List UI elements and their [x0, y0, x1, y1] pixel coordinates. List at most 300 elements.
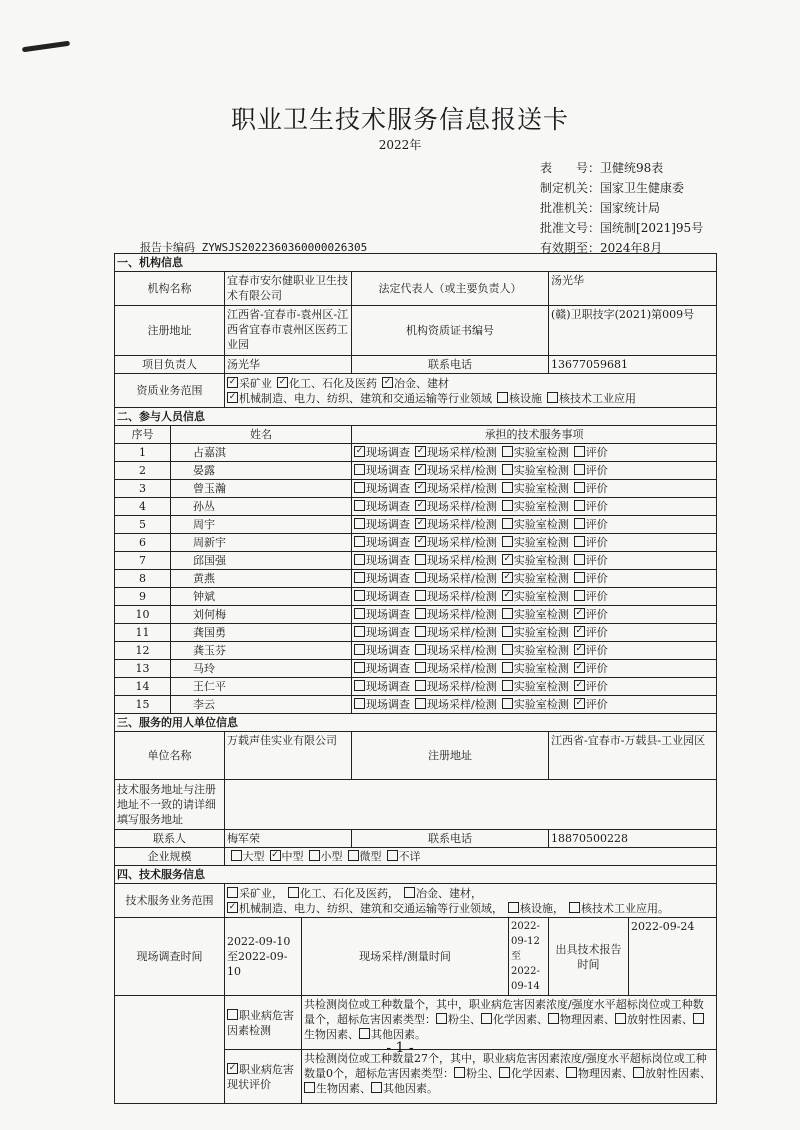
- task-option-label: 评价: [585, 446, 608, 459]
- contact-label: 联系人: [115, 830, 225, 848]
- personnel-name: 曾玉瀚: [171, 480, 352, 498]
- checkbox-unchecked[interactable]: [354, 626, 365, 637]
- personnel-row: [115, 660, 717, 678]
- task-option[interactable]: [502, 464, 569, 477]
- personnel-row: [115, 570, 717, 588]
- checkbox-unchecked[interactable]: [415, 608, 426, 619]
- task-option-label: 现场采样/检测: [427, 446, 497, 459]
- task-option[interactable]: [502, 482, 569, 495]
- checkbox-unchecked[interactable]: [548, 1013, 559, 1024]
- task-option[interactable]: [574, 500, 608, 513]
- hazard-factor-label: 放射性因素、: [645, 1067, 711, 1080]
- checkbox-unchecked[interactable]: [415, 644, 426, 655]
- checkbox-unchecked[interactable]: [502, 482, 513, 493]
- checkbox-unchecked[interactable]: [574, 590, 585, 601]
- task-option[interactable]: [502, 626, 569, 639]
- task-option[interactable]: [415, 626, 497, 639]
- checkbox-unchecked[interactable]: [574, 554, 585, 565]
- task-option[interactable]: [354, 446, 410, 459]
- task-option-label: 现场调查: [366, 680, 410, 693]
- unit-reg-address-label: 注册地址: [352, 732, 549, 780]
- task-option[interactable]: [415, 536, 497, 549]
- checkbox-unchecked[interactable]: [304, 1082, 315, 1093]
- section-org-title: 一、机构信息: [115, 254, 717, 272]
- report-card-table: [114, 253, 717, 1104]
- checkbox-unchecked[interactable]: [615, 1013, 626, 1024]
- task-option-label: 评价: [585, 572, 608, 585]
- task-option[interactable]: [354, 536, 410, 549]
- checkbox-unchecked[interactable]: [569, 902, 580, 913]
- enterprise-size-option[interactable]: [309, 850, 343, 863]
- checkbox-unchecked[interactable]: [499, 1067, 510, 1078]
- task-option-label: 现场采样/检测: [427, 698, 497, 711]
- service-scope: [225, 884, 717, 918]
- checkbox-unchecked[interactable]: [502, 644, 513, 655]
- qualification-scope-option[interactable]: [382, 377, 449, 390]
- task-option[interactable]: [354, 608, 410, 621]
- checkbox-unchecked[interactable]: [415, 662, 426, 673]
- checkbox-unchecked[interactable]: [574, 518, 585, 529]
- checkbox-unchecked[interactable]: [415, 626, 426, 637]
- personnel-row: [115, 516, 717, 534]
- task-option[interactable]: [574, 572, 608, 585]
- personnel-name: 邱国强: [171, 552, 352, 570]
- hazard-factor-label: 粉尘、: [448, 1013, 481, 1026]
- sampling-time: 2022-09-12至2022-09-14: [509, 918, 549, 996]
- personnel-tasks: [352, 444, 717, 462]
- qualification-scope-option[interactable]: [497, 392, 542, 405]
- task-option[interactable]: [574, 626, 608, 639]
- checkbox-unchecked[interactable]: [354, 518, 365, 529]
- personnel-no: 3: [115, 480, 171, 498]
- checkbox-checked[interactable]: [227, 392, 238, 403]
- task-option-label: 评价: [585, 464, 608, 477]
- hazard-factor-label: 其他因素。: [383, 1082, 438, 1095]
- task-option-label: 实验室检测: [513, 680, 569, 693]
- task-option[interactable]: [354, 554, 410, 567]
- task-option[interactable]: [574, 536, 608, 549]
- checkbox-unchecked[interactable]: [502, 680, 513, 691]
- checkbox-unchecked[interactable]: [227, 1009, 238, 1020]
- checkbox-unchecked[interactable]: [231, 850, 242, 861]
- task-option[interactable]: [415, 500, 497, 513]
- meta-value: 卫健统98表: [600, 161, 664, 175]
- task-option-label: 现场调查: [366, 464, 410, 477]
- task-option[interactable]: [354, 464, 410, 477]
- task-option[interactable]: [415, 464, 497, 477]
- service-scope-option[interactable]: [569, 902, 669, 915]
- task-option[interactable]: [502, 662, 569, 675]
- task-option[interactable]: [415, 608, 497, 621]
- personnel-tasks: [352, 660, 717, 678]
- personnel-no: 15: [115, 696, 171, 714]
- evaluation-option: [225, 1050, 302, 1104]
- task-option-label: 实验室检测: [513, 464, 569, 477]
- checkbox-unchecked[interactable]: [566, 1067, 577, 1078]
- service-scope-option-label: 化工、石化及医药，: [300, 886, 399, 900]
- task-option[interactable]: [354, 500, 410, 513]
- task-option-label: 实验室检测: [513, 446, 569, 459]
- task-option[interactable]: [415, 572, 497, 585]
- personnel-tasks: [352, 498, 717, 516]
- checkbox-checked[interactable]: [574, 626, 585, 637]
- personnel-name: 占嘉淇: [171, 444, 352, 462]
- task-option[interactable]: [574, 608, 608, 621]
- checkbox-checked[interactable]: [415, 446, 426, 457]
- personnel-row: [115, 534, 717, 552]
- task-option-label: 评价: [585, 698, 608, 711]
- task-option-label: 现场采样/检测: [427, 626, 497, 639]
- detection-label: 职业病危害因素检测: [227, 1008, 294, 1037]
- checkbox-unchecked[interactable]: [497, 392, 508, 403]
- checkbox-unchecked[interactable]: [415, 680, 426, 691]
- org-name-label: 机构名称: [115, 272, 225, 306]
- personnel-tasks: [352, 534, 717, 552]
- service-scope-option-label: 冶金、建材，: [416, 886, 482, 900]
- checkbox-checked[interactable]: [574, 644, 585, 655]
- task-option[interactable]: [415, 518, 497, 531]
- task-option[interactable]: [354, 662, 410, 675]
- checkbox-unchecked[interactable]: [354, 464, 365, 475]
- checkbox-unchecked[interactable]: [348, 850, 359, 861]
- checkbox-unchecked[interactable]: [502, 626, 513, 637]
- hazard-factor-label: 化学因素、: [511, 1067, 566, 1080]
- service-scope-option[interactable]: [404, 887, 482, 900]
- service-scope-option-label: 机械制造、电力、纺织、建筑和交通运输等行业领域，: [239, 901, 503, 915]
- task-option[interactable]: [354, 626, 410, 639]
- col-tasks-header: 承担的技术服务事项: [352, 426, 717, 444]
- qualification-scope-option-label: 采矿业: [239, 376, 272, 390]
- task-option-label: 现场调查: [366, 482, 410, 495]
- checkbox-unchecked[interactable]: [354, 662, 365, 673]
- checkbox-checked[interactable]: [574, 680, 585, 691]
- checkbox-unchecked[interactable]: [574, 536, 585, 547]
- task-option[interactable]: [415, 662, 497, 675]
- task-option[interactable]: [574, 554, 608, 567]
- task-option[interactable]: [502, 680, 569, 693]
- task-option[interactable]: [354, 572, 410, 585]
- task-option[interactable]: [502, 536, 569, 549]
- task-option[interactable]: [574, 482, 608, 495]
- personnel-row: [115, 678, 717, 696]
- checkbox-unchecked[interactable]: [633, 1067, 644, 1078]
- checkbox-unchecked[interactable]: [354, 482, 365, 493]
- task-option-label: 现场采样/检测: [427, 590, 497, 603]
- checkbox-unchecked[interactable]: [387, 850, 398, 861]
- enterprise-size-label: 企业规模: [115, 848, 225, 866]
- org-phone-label: 联系电话: [352, 356, 549, 374]
- checkbox-unchecked[interactable]: [354, 536, 365, 547]
- form-meta: [540, 158, 703, 258]
- task-option-label: 实验室检测: [513, 518, 569, 531]
- task-option-label: 评价: [585, 680, 608, 693]
- evaluation-label: 职业病危害现状评价: [227, 1062, 294, 1091]
- evaluation-text: [302, 1050, 717, 1104]
- task-option-label: 实验室检测: [513, 626, 569, 639]
- section-personnel-title: 二、参与人员信息: [115, 408, 717, 426]
- enterprise-size-option[interactable]: [231, 850, 265, 863]
- hazard-factor-option[interactable]: [499, 1067, 566, 1080]
- checkbox-unchecked[interactable]: [415, 698, 426, 709]
- personnel-no: 12: [115, 642, 171, 660]
- hazard-factor-option[interactable]: [566, 1067, 633, 1080]
- checkbox-unchecked[interactable]: [415, 590, 426, 601]
- meta-value: 2024年8月: [600, 241, 663, 255]
- checkbox-unchecked[interactable]: [227, 887, 238, 898]
- personnel-no: 11: [115, 624, 171, 642]
- task-option-label: 评价: [585, 536, 608, 549]
- personnel-tasks: [352, 552, 717, 570]
- qualification-scope-option[interactable]: [547, 392, 636, 405]
- section-employer-title: 三、服务的用人单位信息: [115, 714, 717, 732]
- checkbox-checked[interactable]: [277, 377, 288, 388]
- enterprise-size-option[interactable]: [270, 850, 304, 863]
- task-option[interactable]: [354, 644, 410, 657]
- task-option-label: 实验室检测: [513, 608, 569, 621]
- personnel-tasks: [352, 624, 717, 642]
- task-option-label: 实验室检测: [513, 536, 569, 549]
- service-scope-option-label: 核设施，: [520, 901, 564, 915]
- task-option-label: 现场采样/检测: [427, 644, 497, 657]
- task-option[interactable]: [354, 482, 410, 495]
- task-option-label: 现场调查: [366, 446, 410, 459]
- unit-reg-address: 江西省-宜春市-万载县-工业园区: [549, 732, 717, 780]
- checkbox-checked[interactable]: [415, 500, 426, 511]
- task-option-label: 实验室检测: [513, 500, 569, 513]
- hazard-factor-option[interactable]: [615, 1013, 693, 1026]
- meta-label: 表 号：: [540, 161, 601, 175]
- cert-no: (赣)卫职技字(2021)第009号: [549, 306, 717, 356]
- qualification-scope-option-label: 化工、石化及医药: [289, 376, 377, 390]
- task-option-label: 现场采样/检测: [427, 482, 497, 495]
- checkbox-checked[interactable]: [415, 482, 426, 493]
- personnel-no: 6: [115, 534, 171, 552]
- qualification-scope-option[interactable]: [277, 377, 377, 390]
- checkbox-unchecked[interactable]: [502, 536, 513, 547]
- task-option[interactable]: [502, 608, 569, 621]
- personnel-tasks: [352, 678, 717, 696]
- checkbox-unchecked[interactable]: [415, 572, 426, 583]
- task-option[interactable]: [574, 590, 608, 603]
- task-option[interactable]: [574, 446, 608, 459]
- personnel-row: [115, 624, 717, 642]
- report-time-label: 出具技术报告时间: [549, 918, 629, 996]
- task-option-label: 现场调查: [366, 698, 410, 711]
- checkbox-checked[interactable]: [227, 902, 238, 913]
- checkbox-unchecked[interactable]: [502, 698, 513, 709]
- checkbox-unchecked[interactable]: [436, 1013, 447, 1024]
- task-option-label: 实验室检测: [513, 554, 569, 567]
- hazard-factor-option[interactable]: [481, 1013, 548, 1026]
- checkbox-unchecked[interactable]: [547, 392, 558, 403]
- checkbox-unchecked[interactable]: [354, 590, 365, 601]
- task-option[interactable]: [574, 698, 608, 711]
- task-option[interactable]: [502, 554, 569, 567]
- hazard-factor-option[interactable]: [436, 1013, 481, 1026]
- personnel-tasks: [352, 606, 717, 624]
- survey-time: 2022-09-10至2022-09-10: [225, 918, 302, 996]
- task-option[interactable]: [415, 680, 497, 693]
- hazard-factor-option[interactable]: [371, 1082, 438, 1095]
- checkbox-unchecked[interactable]: [502, 464, 513, 475]
- task-option[interactable]: [574, 464, 608, 477]
- enterprise-size-option[interactable]: [387, 850, 421, 863]
- hazard-factor-option[interactable]: [304, 1082, 371, 1095]
- checkbox-unchecked[interactable]: [481, 1013, 492, 1024]
- task-option-label: 现场采样/检测: [427, 680, 497, 693]
- checkbox-checked[interactable]: [270, 850, 281, 861]
- hazard-factor-option[interactable]: [454, 1067, 499, 1080]
- checkbox-unchecked[interactable]: [502, 446, 513, 457]
- checkbox-checked[interactable]: [227, 1063, 238, 1074]
- task-option[interactable]: [574, 644, 608, 657]
- checkbox-checked[interactable]: [415, 464, 426, 475]
- service-scope-option[interactable]: [288, 887, 399, 900]
- checkbox-unchecked[interactable]: [354, 500, 365, 511]
- personnel-name: 周新宇: [171, 534, 352, 552]
- checkbox-checked[interactable]: [415, 536, 426, 547]
- qualification-scope-option[interactable]: [227, 392, 492, 405]
- checkbox-unchecked[interactable]: [502, 662, 513, 673]
- checkbox-unchecked[interactable]: [502, 518, 513, 529]
- task-option[interactable]: [415, 698, 497, 711]
- personnel-name: 王仁平: [171, 678, 352, 696]
- checkbox-checked[interactable]: [574, 698, 585, 709]
- task-option[interactable]: [574, 518, 608, 531]
- checkbox-unchecked[interactable]: [354, 698, 365, 709]
- checkbox-unchecked[interactable]: [574, 572, 585, 583]
- checkbox-checked[interactable]: [502, 590, 513, 601]
- service-scope-option[interactable]: [508, 902, 564, 915]
- checkbox-unchecked[interactable]: [502, 608, 513, 619]
- personnel-no: 10: [115, 606, 171, 624]
- col-name-header: 姓名: [171, 426, 352, 444]
- task-option[interactable]: [574, 662, 608, 675]
- checkbox-unchecked[interactable]: [574, 500, 585, 511]
- personnel-row: [115, 606, 717, 624]
- personnel-no: 4: [115, 498, 171, 516]
- checkbox-checked[interactable]: [574, 608, 585, 619]
- legal-rep-label: 法定代表人（或主要负责人）: [352, 272, 549, 306]
- checkbox-unchecked[interactable]: [354, 554, 365, 565]
- task-option[interactable]: [415, 554, 497, 567]
- task-option[interactable]: [354, 518, 410, 531]
- checkbox-unchecked[interactable]: [354, 572, 365, 583]
- meta-row: [540, 218, 703, 238]
- evaluation-summary: 共检测岗位或工种数量27个，其中，职业病危害因素浓度/强度水平超标岗位或工种数量0个，超标危害因素类型：: [304, 1052, 707, 1080]
- hazard-factor-label: 物理因素、: [560, 1013, 615, 1026]
- task-option[interactable]: [354, 590, 410, 603]
- task-option[interactable]: [502, 518, 569, 531]
- org-phone: 13677059681: [549, 356, 717, 374]
- task-option-label: 现场调查: [366, 662, 410, 675]
- service-scope-option[interactable]: [227, 902, 503, 915]
- org-name: 宜春市安尔健职业卫生技术有限公司: [225, 272, 352, 306]
- personnel-tasks: [352, 570, 717, 588]
- personnel-tasks: [352, 642, 717, 660]
- service-scope-option-label: 采矿业，: [239, 886, 283, 900]
- qualification-scope-option-label: 核技术工业应用: [559, 391, 636, 405]
- checkbox-unchecked[interactable]: [354, 644, 365, 655]
- task-option-label: 现场调查: [366, 572, 410, 585]
- task-option[interactable]: [354, 680, 410, 693]
- checkbox-checked[interactable]: [415, 518, 426, 529]
- cert-no-label: 机构资质证书编号: [352, 306, 549, 356]
- checkbox-unchecked[interactable]: [454, 1067, 465, 1078]
- qualification-scope-option[interactable]: [227, 377, 272, 390]
- personnel-row: [115, 480, 717, 498]
- checkbox-unchecked[interactable]: [574, 464, 585, 475]
- task-option[interactable]: [502, 698, 569, 711]
- checkbox-checked[interactable]: [227, 377, 238, 388]
- page-number: - 1 -: [386, 1040, 414, 1056]
- personnel-name: 龚玉芬: [171, 642, 352, 660]
- hazard-factor-label: 放射性因素、: [627, 1013, 693, 1026]
- personnel-no: 13: [115, 660, 171, 678]
- personnel-row: [115, 462, 717, 480]
- checkbox-unchecked[interactable]: [508, 902, 519, 913]
- task-option[interactable]: [415, 482, 497, 495]
- hazard-factor-option[interactable]: [548, 1013, 615, 1026]
- hazard-factor-label: 其他因素。: [371, 1028, 426, 1041]
- checkbox-unchecked[interactable]: [288, 887, 299, 898]
- task-option[interactable]: [415, 446, 497, 459]
- checkbox-unchecked[interactable]: [574, 482, 585, 493]
- personnel-no: 1: [115, 444, 171, 462]
- task-option-label: 评价: [585, 590, 608, 603]
- personnel-tasks: [352, 696, 717, 714]
- checkbox-checked[interactable]: [354, 446, 365, 457]
- task-option[interactable]: [502, 590, 569, 603]
- checkbox-unchecked[interactable]: [502, 500, 513, 511]
- task-option[interactable]: [354, 698, 410, 711]
- enterprise-size-option[interactable]: [348, 850, 382, 863]
- task-option-label: 评价: [585, 626, 608, 639]
- survey-time-label: 现场调查时间: [115, 918, 225, 996]
- hazard-factor-option[interactable]: [633, 1067, 711, 1080]
- checkbox-checked[interactable]: [502, 572, 513, 583]
- checkbox-checked[interactable]: [574, 662, 585, 673]
- checkbox-unchecked[interactable]: [404, 887, 415, 898]
- task-option-label: 实验室检测: [513, 698, 569, 711]
- task-option[interactable]: [415, 644, 497, 657]
- org-reg-address: 江西省-宜春市-袁州区-江西省宜春市袁州区医药工业园: [225, 306, 352, 356]
- task-option[interactable]: [502, 644, 569, 657]
- personnel-name: 刘何梅: [171, 606, 352, 624]
- org-reg-address-label: 注册地址: [115, 306, 225, 356]
- service-scope-option[interactable]: [227, 887, 283, 900]
- task-option[interactable]: [574, 680, 608, 693]
- task-option[interactable]: [502, 446, 569, 459]
- task-option[interactable]: [502, 572, 569, 585]
- checkbox-unchecked[interactable]: [693, 1013, 704, 1024]
- enterprise-size-option-label: 中型: [281, 850, 304, 863]
- task-option[interactable]: [502, 500, 569, 513]
- checkbox-checked[interactable]: [502, 554, 513, 565]
- checkbox-unchecked[interactable]: [309, 850, 320, 861]
- checkbox-unchecked[interactable]: [371, 1082, 382, 1093]
- report-id-value: ZYWSJS2022360360000026305: [201, 241, 368, 254]
- task-option[interactable]: [415, 590, 497, 603]
- task-option-label: 现场采样/检测: [427, 572, 497, 585]
- checkbox-checked[interactable]: [382, 377, 393, 388]
- checkbox-unchecked[interactable]: [359, 1028, 370, 1039]
- checkbox-unchecked[interactable]: [354, 608, 365, 619]
- checkbox-unchecked[interactable]: [354, 680, 365, 691]
- checkbox-unchecked[interactable]: [415, 554, 426, 565]
- checkbox-unchecked[interactable]: [574, 446, 585, 457]
- personnel-no: 2: [115, 462, 171, 480]
